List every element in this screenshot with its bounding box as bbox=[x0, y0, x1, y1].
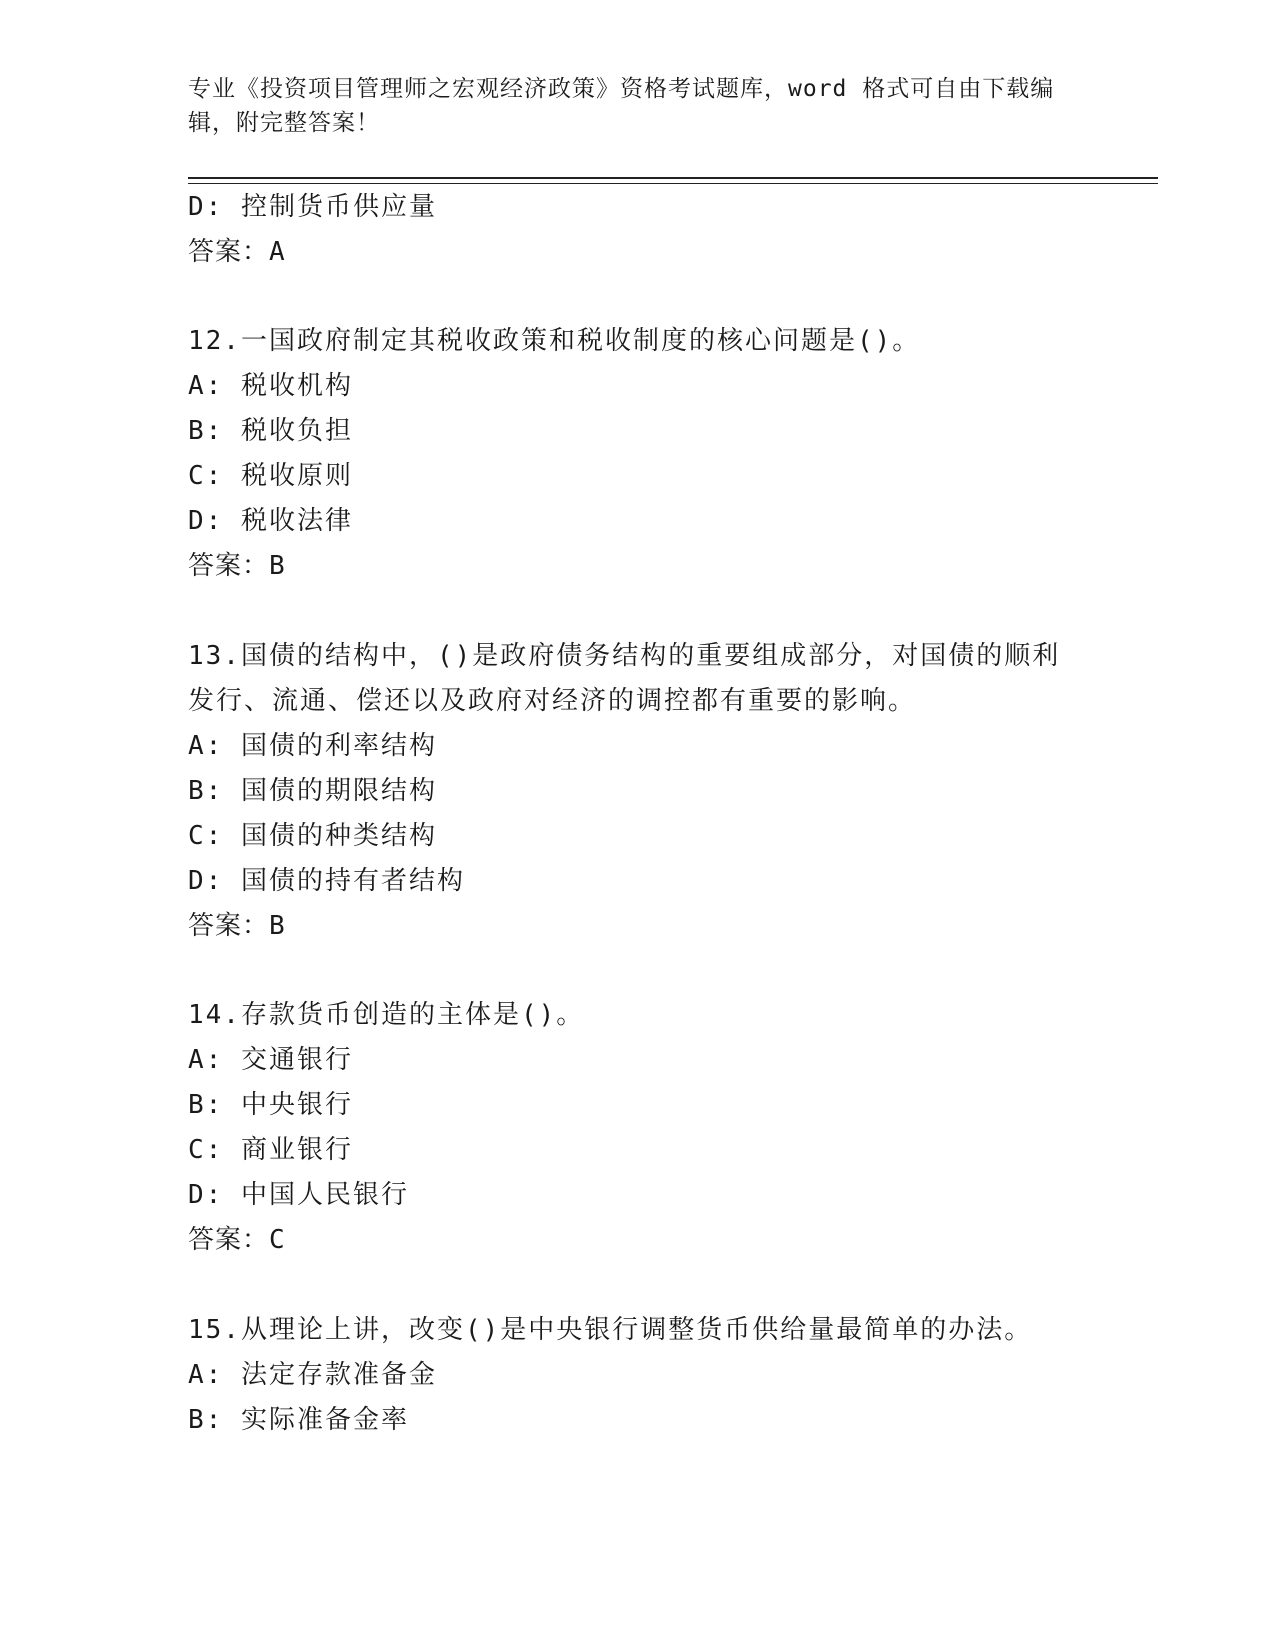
q12-option-a: A: 税收机构 bbox=[188, 371, 353, 401]
header-line-2: 辑，附完整答案！ bbox=[188, 110, 380, 136]
answer-label: 答案： bbox=[188, 911, 270, 941]
prev-answer bbox=[188, 235, 286, 269]
q14-option-d: D: 中国人民银行 bbox=[188, 1180, 409, 1210]
q13-option-c: C: 国债的种类结构 bbox=[188, 821, 437, 851]
prev-option-d: D: 控制货币供应量 bbox=[188, 192, 437, 222]
q14-option-b: B: 中央银行 bbox=[188, 1090, 353, 1120]
q12-option-c: C: 税收原则 bbox=[188, 461, 353, 491]
q12-option-b: B: 税收负担 bbox=[188, 416, 353, 446]
answer-label: 答案： bbox=[188, 551, 270, 581]
answer-value: A bbox=[269, 237, 286, 267]
question-13-line-1: 13.国债的结构中，()是政府债务结构的重要组成部分，对国债的顺利 bbox=[188, 641, 1061, 671]
answer-label: 答案： bbox=[188, 237, 270, 267]
q13-option-d: D: 国债的持有者结构 bbox=[188, 866, 465, 896]
q15-option-b: B: 实际准备金率 bbox=[188, 1405, 409, 1435]
q14-option-a: A: 交通银行 bbox=[188, 1045, 353, 1075]
answer-value: B bbox=[269, 911, 286, 941]
q12-option-d: D: 税收法律 bbox=[188, 506, 353, 536]
answer-value: B bbox=[269, 551, 286, 581]
q15-option-a: A: 法定存款准备金 bbox=[188, 1360, 437, 1390]
question-12: 12.一国政府制定其税收政策和税收制度的核心问题是()。 bbox=[188, 326, 921, 356]
header-divider-thin bbox=[188, 183, 1158, 184]
q13-option-a: A: 国债的利率结构 bbox=[188, 731, 437, 761]
q14-answer bbox=[188, 1223, 286, 1257]
question-14: 14.存款货币创造的主体是()。 bbox=[188, 1000, 585, 1030]
q13-answer bbox=[188, 909, 286, 943]
answer-label: 答案： bbox=[188, 1225, 270, 1255]
q14-option-c: C: 商业银行 bbox=[188, 1135, 353, 1165]
question-13-line-2: 发行、流通、偿还以及政府对经济的调控都有重要的影响。 bbox=[188, 686, 917, 716]
q13-option-b: B: 国债的期限结构 bbox=[188, 776, 437, 806]
header-line-1: 专业《投资项目管理师之宏观经济政策》资格考试题库，word 格式可自由下载编 bbox=[188, 76, 1055, 102]
document-header bbox=[188, 72, 1088, 140]
answer-value: C bbox=[269, 1225, 286, 1255]
question-15: 15.从理论上讲，改变()是中央银行调整货币供给量最简单的办法。 bbox=[188, 1315, 1033, 1345]
header-divider bbox=[188, 177, 1158, 179]
q12-answer bbox=[188, 549, 286, 583]
